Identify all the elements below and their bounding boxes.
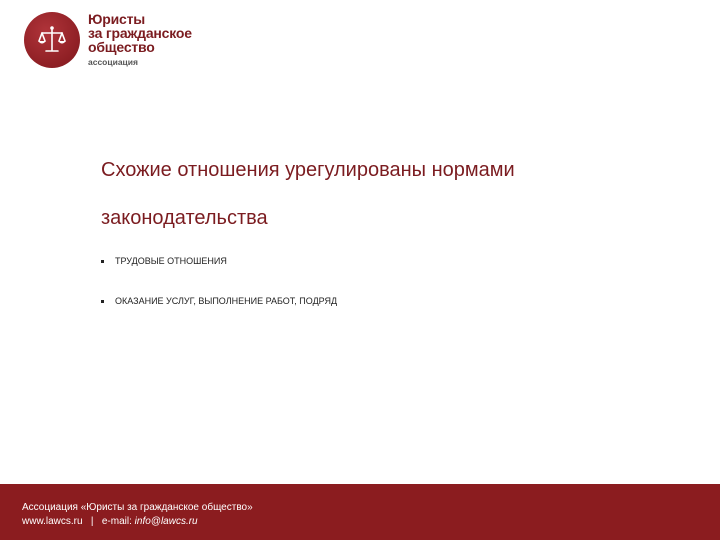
footer-website[interactable]: www.lawcs.ru bbox=[22, 516, 83, 527]
footer-association: Ассоциация «Юристы за гражданское общество» bbox=[22, 502, 253, 513]
bullet-text: ОКАЗАНИЕ УСЛУГ, ВЫПОЛНЕНИЕ РАБОТ, ПОДРЯД bbox=[115, 296, 338, 306]
brand-name-line-3: общество bbox=[88, 39, 155, 55]
list-item bbox=[101, 250, 337, 290]
footer-bar bbox=[0, 484, 720, 540]
brand-subtitle: ассоциация bbox=[88, 57, 138, 67]
bullet-marker bbox=[101, 300, 104, 303]
list-item bbox=[101, 290, 337, 330]
footer-email[interactable]: info@lawcs.ru bbox=[134, 516, 198, 527]
logo bbox=[24, 12, 192, 76]
slide-title: Схожие отношения урегулированы нормами законодательства bbox=[101, 159, 515, 229]
footer-separator: | bbox=[90, 516, 94, 527]
brand-name-line-2: за гражданское bbox=[88, 25, 192, 41]
bullet-marker bbox=[101, 260, 104, 263]
footer-email-label: e-mail: bbox=[101, 516, 132, 527]
brand-name-line-1: Юристы bbox=[88, 11, 145, 27]
bullet-text: ТРУДОВЫЕ ОТНОШЕНИЯ bbox=[115, 256, 227, 266]
footer-contacts bbox=[22, 516, 198, 527]
logo-text bbox=[88, 12, 192, 67]
bullet-list bbox=[101, 250, 337, 330]
logo-emblem bbox=[24, 12, 80, 68]
scales-of-justice-icon bbox=[35, 23, 69, 57]
